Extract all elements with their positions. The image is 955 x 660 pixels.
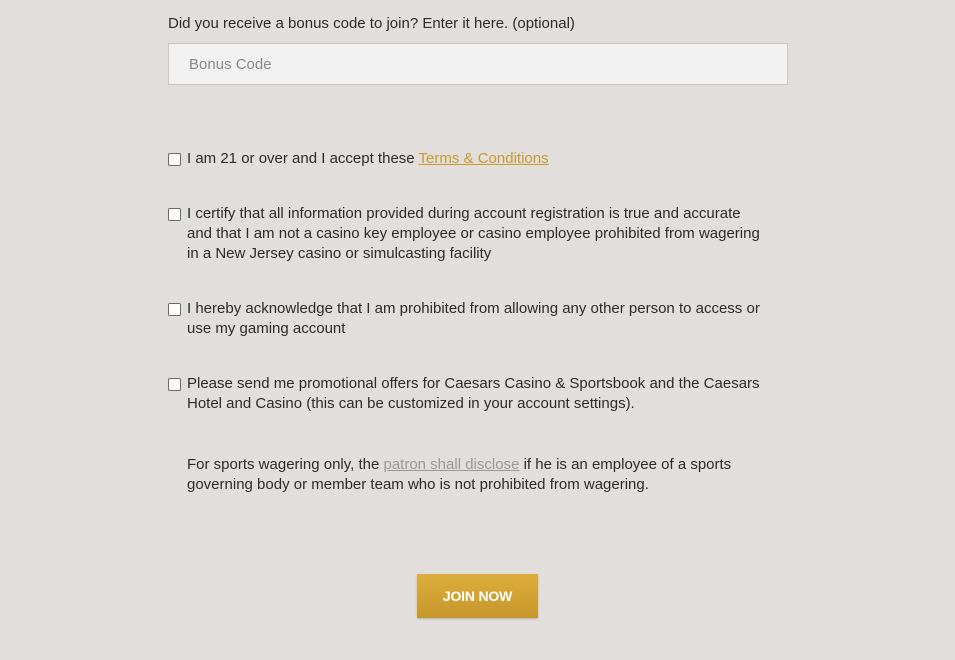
- promo-checkbox[interactable]: [168, 378, 181, 391]
- certify-text: I certify that all information provided during account registration is true and accurate and that I am not a casino key employee or casino employee prohibited from wagering in a New Jersey casino or simulcasting facility: [187, 205, 760, 262]
- age-terms-label: I am 21 or over and I accept these: [187, 150, 419, 167]
- disclosure-prefix: For sports wagering only, the: [187, 456, 384, 473]
- certify-row: [168, 205, 768, 264]
- age-terms-text: [187, 149, 549, 169]
- patron-disclose-link[interactable]: patron shall disclose: [383, 456, 520, 473]
- age-terms-checkbox[interactable]: [168, 153, 181, 166]
- terms-conditions-link[interactable]: Terms & Conditions: [418, 150, 549, 167]
- acknowledge-text: I hereby acknowledge that I am prohibited from allowing any other person to access or use my gaming account: [187, 300, 760, 337]
- promo-text: Please send me promotional offers for Caesars Casino & Sportsbook and the Caesars Hotel and Casino (this can be customized in your account settings).: [187, 375, 760, 412]
- disclosure-suffix: if he is an employee of a sports governing body or member team who is not prohibited from wagering.: [187, 456, 732, 493]
- bonus-code-label: Did you receive a bonus code to join? Enter it here. (optional): [168, 15, 575, 32]
- bonus-code-input[interactable]: [168, 43, 788, 85]
- promo-row: [168, 375, 768, 414]
- acknowledge-row: [168, 300, 768, 339]
- age-terms-row: [168, 150, 768, 169]
- acknowledge-checkbox[interactable]: [168, 303, 181, 316]
- certify-checkbox[interactable]: [168, 208, 181, 221]
- sports-wagering-disclosure: [187, 455, 767, 495]
- join-now-button[interactable]: JOIN NOW: [417, 574, 538, 618]
